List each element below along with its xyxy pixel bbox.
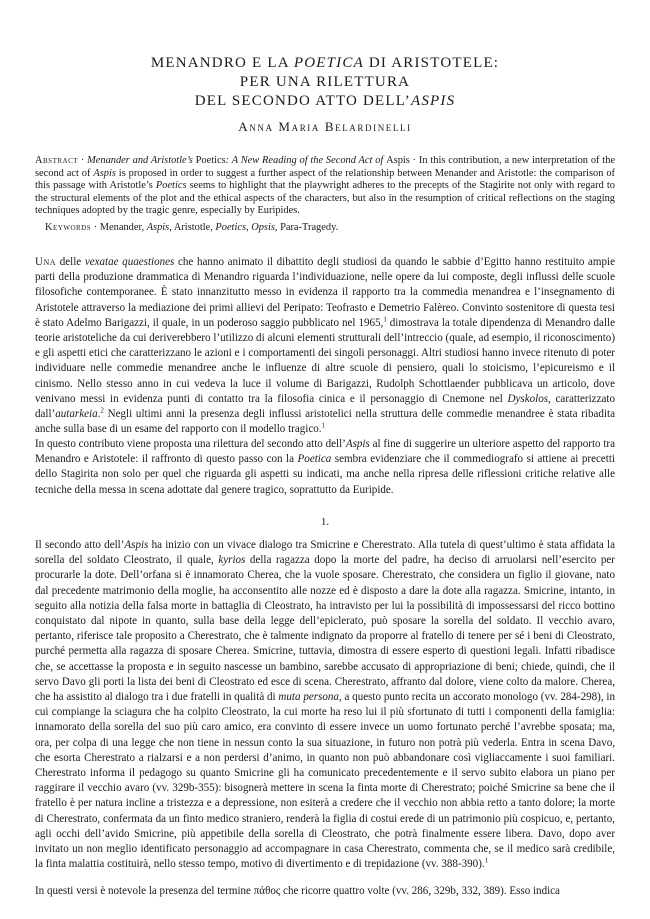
separator: · xyxy=(78,155,88,166)
title-text: DEL SECONDO ATTO DELL’ xyxy=(194,93,411,109)
title-line-3 xyxy=(0,92,650,111)
paragraph-text: delle xyxy=(56,256,85,268)
greek-term: πάθος xyxy=(253,885,281,897)
title-italic: ASPIS xyxy=(410,93,456,109)
abstract-title-part: Menander and Aristotle’s xyxy=(87,155,196,166)
footnote-ref[interactable]: 1 xyxy=(383,315,387,324)
paragraph-text: che ricorre quattro volte (vv. 286, 329b, 332, 389). Esso indica xyxy=(280,885,560,897)
paragraph-text: Negli ultimi anni la presenza degli influssi aristotelici nella struttura delle commedie menandree è stata ribadita anche sulla base di un esame del rapporto con il modello tragico. xyxy=(35,408,615,436)
title-line-1 xyxy=(0,54,650,73)
paragraph-text: ha inizio con un vivace dialogo tra Smicrine e Cherestrato. Alla tutela di quest’ultimo è stata affidata la sorella del soldato Cleostrato, il quale, xyxy=(35,539,616,567)
title-italic: POETICA xyxy=(293,55,364,71)
paragraph-text: In questi versi è notevole la presenza del termine xyxy=(35,885,254,897)
body-paragraph xyxy=(35,437,615,498)
abstract-italic: Aspis xyxy=(93,167,116,179)
abstract-title-part: Poetics xyxy=(195,155,226,166)
body-paragraph xyxy=(35,884,615,899)
paragraph-text: , caratterizzato dall’ xyxy=(35,392,615,421)
paragraph-text: , a questo punto recita un accorato monologo (vv. 284-298), in cui compiange la sciagura che ha colpito Cleostrato, la cui morte ha reso lui il più sfortunato di tutti i componenti della famiglia: innamorato della sorella del suo più caro amico, era convinto di essere invece un uomo fortunato perché l’avrebbe sposata; ma, ora, per colpa di una legge che non tiene in nessun conto la sua situazione, in futuro non potrà più vederla. Entra in scena Davo, che esorta Cherestrato a rialzarsi e a non perdersi d’animo, in quanto non può abbandonare così vigliaccamente i suoi familiari. Cherestrato informa il pedagogo su quanto Smicrine gli ha comunicato precedentemente e il servo subito elabora un piano per raggirare il vecchio avaro (vv. 329b-355): bisognerà mettere in scena la finta morte di Cherestrato; poiché Smicrine sa bene che il fratello è per natura incline a tristezza e a depressione, non esiterà a credere che il vecchio non abbia retto a tanto dolore; la morte di Cherestrato, confermata da un finto medico straniero, renderà la figlia di costui erede di un patrimonio più cospicuo, e, pertanto, agli occhi dell’avido Smicrine, più appetibile della sorella di Cleostrato, che potrà finalmente essere libera. Davo, dopo aver invitato un non meglio identificato personaggio ad accompagnare in casa Cherestrato, commenta che, se il medico sarà credibile, la finta malattia costituirà, nello stesso tempo, motivo di divertimento e di trepidazione (vv. 388-390). xyxy=(35,691,615,871)
author-name: Anna Maria Belardinelli xyxy=(238,119,412,134)
paragraph-text: che hanno animato il dibattito degli studiosi da quando le sabbie d’Egitto hanno restituito ampie parti della produzione drammatica di Menandro riguarda l’individuazione, nelle opere da lui composte, degli influssi delle scuole filosofiche contemporanee. È stato innanzitutto messo in evidenza il rapporto tra la commedia menandrea e l’insegnamento di Aristotele attraverso la mediazione dei primi allievi del Peripato: Teofrasto e Demetrio Falèreo. Convinto sostenitore di questa tesi è stato Adelmo Barigazzi, il quale, in un poderoso saggio pubblicato nel 1965, xyxy=(35,256,615,329)
paragraph-text: In questo contributo viene proposta una rilettura del secondo atto dell’ xyxy=(35,438,346,450)
paragraph-italic: Dyskolos xyxy=(507,392,549,405)
body-paragraph xyxy=(35,255,615,437)
abstract-text: is proposed in order to suggest a further aspect of the relationship between Menander and Aristotle: the comparison of this passage with Aristotle’s xyxy=(35,167,615,192)
paragraph-italic: Aspis xyxy=(124,539,149,551)
paragraph-italic: Aspis xyxy=(345,438,370,450)
paragraph-italic: muta persona xyxy=(278,691,339,704)
abstract-text: · In this contribution, a new interpretation of the second act of xyxy=(35,155,615,179)
abstract-title-part: Aspis xyxy=(386,155,410,166)
paragraph-text: al fine di suggerire un ulteriore aspetto del rapporto tra Menandro e Aristotele: il raffronto di questo passo con la xyxy=(35,438,615,466)
abstract-title-part: : A New Reading of the Second Act of xyxy=(225,155,387,166)
section-number: 1. xyxy=(320,516,330,528)
keywords xyxy=(45,222,615,235)
abstract xyxy=(35,155,615,218)
footnote-ref[interactable]: 1 xyxy=(484,856,489,865)
paragraph-italic: autarkeia xyxy=(55,408,98,421)
paragraph-italic: Poetica xyxy=(297,453,332,466)
title-text: DI ARISTOTELE: xyxy=(363,55,500,71)
abstract-label: Abstract xyxy=(35,155,79,166)
paragraph-text: dimostrava la totale dipendenza di Menandro dalle teorie aristoteliche da cui deriverebbero l’utilizzo di alcuni elementi strutturali dell’intreccio (quale, ad esempio, il riconoscimento) e gli aspetti etici che caratterizzano le azioni e i comportamenti dei singoli personaggi. Altri studiosi hanno invece ritenuto di poter individuare nelle commedie menandree anche le influenze di altre scuole di pensiero, quali lo stoicismo, l’epicureismo e il cinismo. Nello stesso anno in cui vedeva la luce il volume di Barigazzi, Rudolph Schottlaender pubblicava un articolo, dove venivano messi in evidenza punti di contatto tra la filosofia cinica e il personaggio di Cnemone nel xyxy=(35,316,615,405)
drop-word: Una xyxy=(35,256,57,268)
keyword: , xyxy=(246,222,252,233)
keyword: , Para-Tragedy. xyxy=(274,222,339,233)
paragraph-text: Il secondo atto dell’ xyxy=(35,539,125,551)
footnote-ref[interactable]: 2 xyxy=(100,406,104,415)
separator: · xyxy=(91,222,100,233)
keyword: Opsis xyxy=(251,222,275,233)
abstract-title xyxy=(87,155,410,166)
footnote-ref[interactable]: 1 xyxy=(321,421,326,430)
paragraph-text: della ragazza dopo la morte del padre, ha deciso di arruolarsi nell’esercito per procurarle la dote. Dell’orfana si è innamorato Cherea, che la vuole sposare. Cherestrato, che considera un figlio il giovane, nato dal precedente matrimonio della moglie, ha acconsentito alle nozze ed è disposto a dare la dote alla ragazza. Smicrine, intanto, in seguito alla notizia della falsa morte in battaglia di Cleostrato, ha intravisto per lui la possibilità di impossessarsi del ricco bottino conquistato dal nipote in quanto, sulla base della legge dell’epiclerato, può sposare la sorella del soldato. Il vecchio avaro, pertanto, riferisce tale proposito a Cherestrato, che è talmente indignato da proporre al fratello di tenere per sé i beni di Cleostrato, purché permetta alla ragazza di sposare Cherea. Smicrine, tuttavia, dimostra di essere esperto di questioni legali. Infatti ribadisce che, se accettasse la proposta e in seguito nascesse un bambino, sarebbe accusato di appropriazione di beni; chiede, quindi, che il servo Davo gli porti la lista dei beni di Cleostrato ed esce di scena. Cherestrato, affranto dal dolore, viene colto da malore. Cherea, che ha assistito al dialogo tra i due fratelli in qualità di xyxy=(35,554,615,704)
keyword: Aspis xyxy=(146,222,170,233)
keyword: Menander, xyxy=(99,222,147,233)
keywords-label: Keywords xyxy=(45,222,92,233)
title-text: MENANDRO E LA xyxy=(150,55,294,71)
abstract-italic: Poetics xyxy=(155,180,187,192)
abstract-text: seems to highlight that the playwright adheres to the precepts of the Stagirite not only with regard to the structural elements of the plot and the ethical aspects of the characters, but also in the resumption of critical reflections on the staging techniques adopted by the tragic genre, especially by Euripides. xyxy=(35,180,615,217)
keyword: Poetics xyxy=(215,222,246,233)
paragraph-italic: vexatae quaestiones xyxy=(84,256,175,268)
paragraph-text: . xyxy=(97,408,101,421)
paragraph-text: sembra evidenziare che il commediografo si attiene ai precetti dello Stagirita non solo per quel che riguarda gli aspetti su indicati, ma anche nella ripresa delle riflessioni critiche relative alle tecniche della messa in scena adottate dal genere tragico, soprattutto da Euripide. xyxy=(35,453,616,496)
body-paragraph xyxy=(35,538,615,872)
title-line-2: PER UNA RILETTURA xyxy=(239,74,411,90)
paragraph-italic: kyrios xyxy=(218,554,246,567)
keyword: , Aristotle, xyxy=(169,222,216,233)
